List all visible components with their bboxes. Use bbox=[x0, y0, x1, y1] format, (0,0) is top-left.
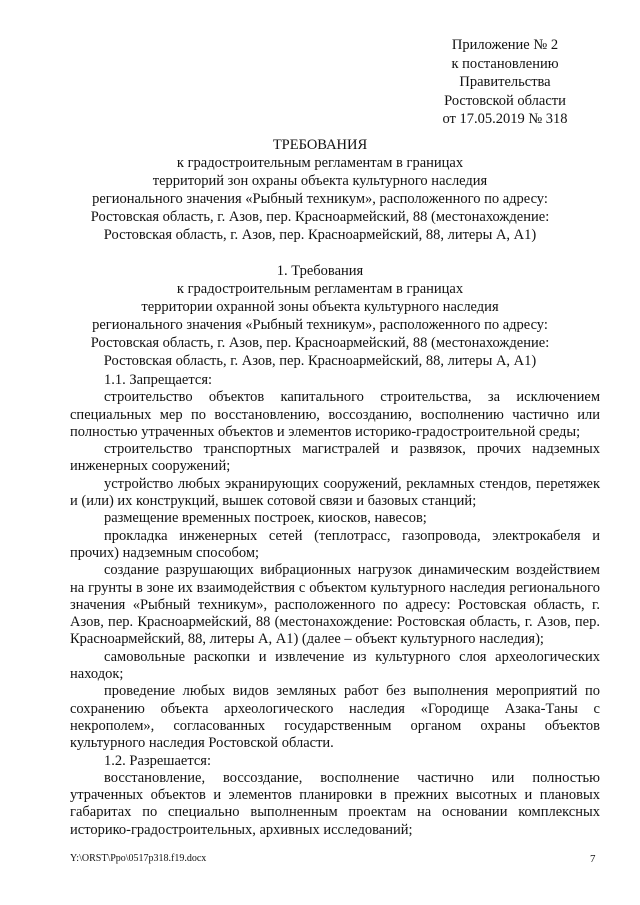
subsection-heading: 1.2. Разрешается: bbox=[104, 752, 211, 769]
list-item: строительство транспортных магистралей и развязок, прочих надземных инженерных сооружений; bbox=[70, 441, 600, 475]
title-line: к градостроительным регламентам в границах bbox=[176, 155, 464, 171]
appendix-line: от 17.05.2019 № 318 bbox=[442, 111, 568, 127]
list-item: прокладка инженерных сетей (теплотрасс, газопровода, электрокабеля и прочих) надземным способом; bbox=[70, 527, 600, 561]
appendix-line: Приложение № 2 bbox=[451, 37, 559, 53]
title-line: территорий зон охраны объекта культурного наследия bbox=[152, 173, 488, 189]
title-line: Ростовская область, г. Азов, пер. Красноармейский, 88 (местонахождение: bbox=[90, 209, 550, 225]
appendix-line: Ростовской области bbox=[444, 92, 566, 109]
appendix-line: к постановлению bbox=[451, 55, 559, 72]
list-item: самовольные раскопки и извлечение из культурного слоя археологических находок; bbox=[70, 648, 600, 683]
section-line: территории охранной зоны объекта культурного наследия bbox=[141, 299, 499, 315]
subsection-heading: 1.1. Запрещается: bbox=[104, 372, 213, 388]
title-line: регионального значения «Рыбный техникум», расположенного по адресу: bbox=[92, 191, 548, 207]
list-item: размещение временных построек, киосков, навесов; bbox=[104, 510, 427, 527]
appendix-block bbox=[420, 36, 590, 129]
section-line: Ростовская область, г. Азов, пер. Красноармейский, 88 (местонахождение: bbox=[90, 335, 550, 351]
page-number: 7 bbox=[590, 853, 596, 865]
section-line: к градостроительным регламентам в границах bbox=[176, 281, 464, 297]
section-line: регионального значения «Рыбный техникум», расположенного по адресу: bbox=[92, 317, 548, 333]
section-heading: 1. Требования bbox=[276, 263, 364, 279]
list-item: устройство любых экранирующих сооружений, рекламных стендов, перетяжек и (или) их конструкций, вышек сотовой связи и базовых станций; bbox=[70, 475, 600, 510]
title-line: Ростовская область, г. Азов, пер. Красноармейский, 88, литеры А, А1) bbox=[103, 227, 537, 243]
list-item: создание разрушающих вибрационных нагрузок динамическим воздействием на грунты в зоне их взаимодействия с объектом культурного наследия регионального значения «Рыбный техникум», расположенного по адресу: Ростовская область, г. Азов, пер. Красноармейский, 88 (местонахождение: Ростовская область, г. Азов, пер. Красноармейский, 88, литеры А, А1) (далее – объект культурного наследия); bbox=[70, 562, 600, 648]
list-item: восстановление, воссоздание, восполнение частично или полностью утраченных объектов и элементов планировки в прежних высотных и плановых габаритах по специально выполненным проектам на основании комплексных историко-градостроительных, архивных исследований; bbox=[70, 769, 600, 838]
footer-file-path: Y:\ORST\Ppo\0517p318.f19.docx bbox=[70, 853, 207, 864]
body-text bbox=[70, 372, 600, 839]
document-title: ТРЕБОВАНИЯ bbox=[272, 137, 368, 153]
list-item: проведение любых видов земляных работ без выполнения мероприятий по сохранению объекта археологического наследия «Городище Азака-Таны с некрополем», согласованных государственным органом охраны объектов культурного наследия Ростовской области. bbox=[70, 683, 600, 752]
appendix-line: Правительства bbox=[459, 74, 551, 90]
list-item: строительство объектов капитального строительства, за исключением специальных мер по восстановлению, воссозданию, восполнению частично или полностью утраченных объектов и элементов историко-градостроительной среды; bbox=[70, 389, 600, 440]
section-line: Ростовская область, г. Азов, пер. Красноармейский, 88, литеры А, А1) bbox=[103, 353, 537, 369]
title-block bbox=[60, 136, 580, 370]
